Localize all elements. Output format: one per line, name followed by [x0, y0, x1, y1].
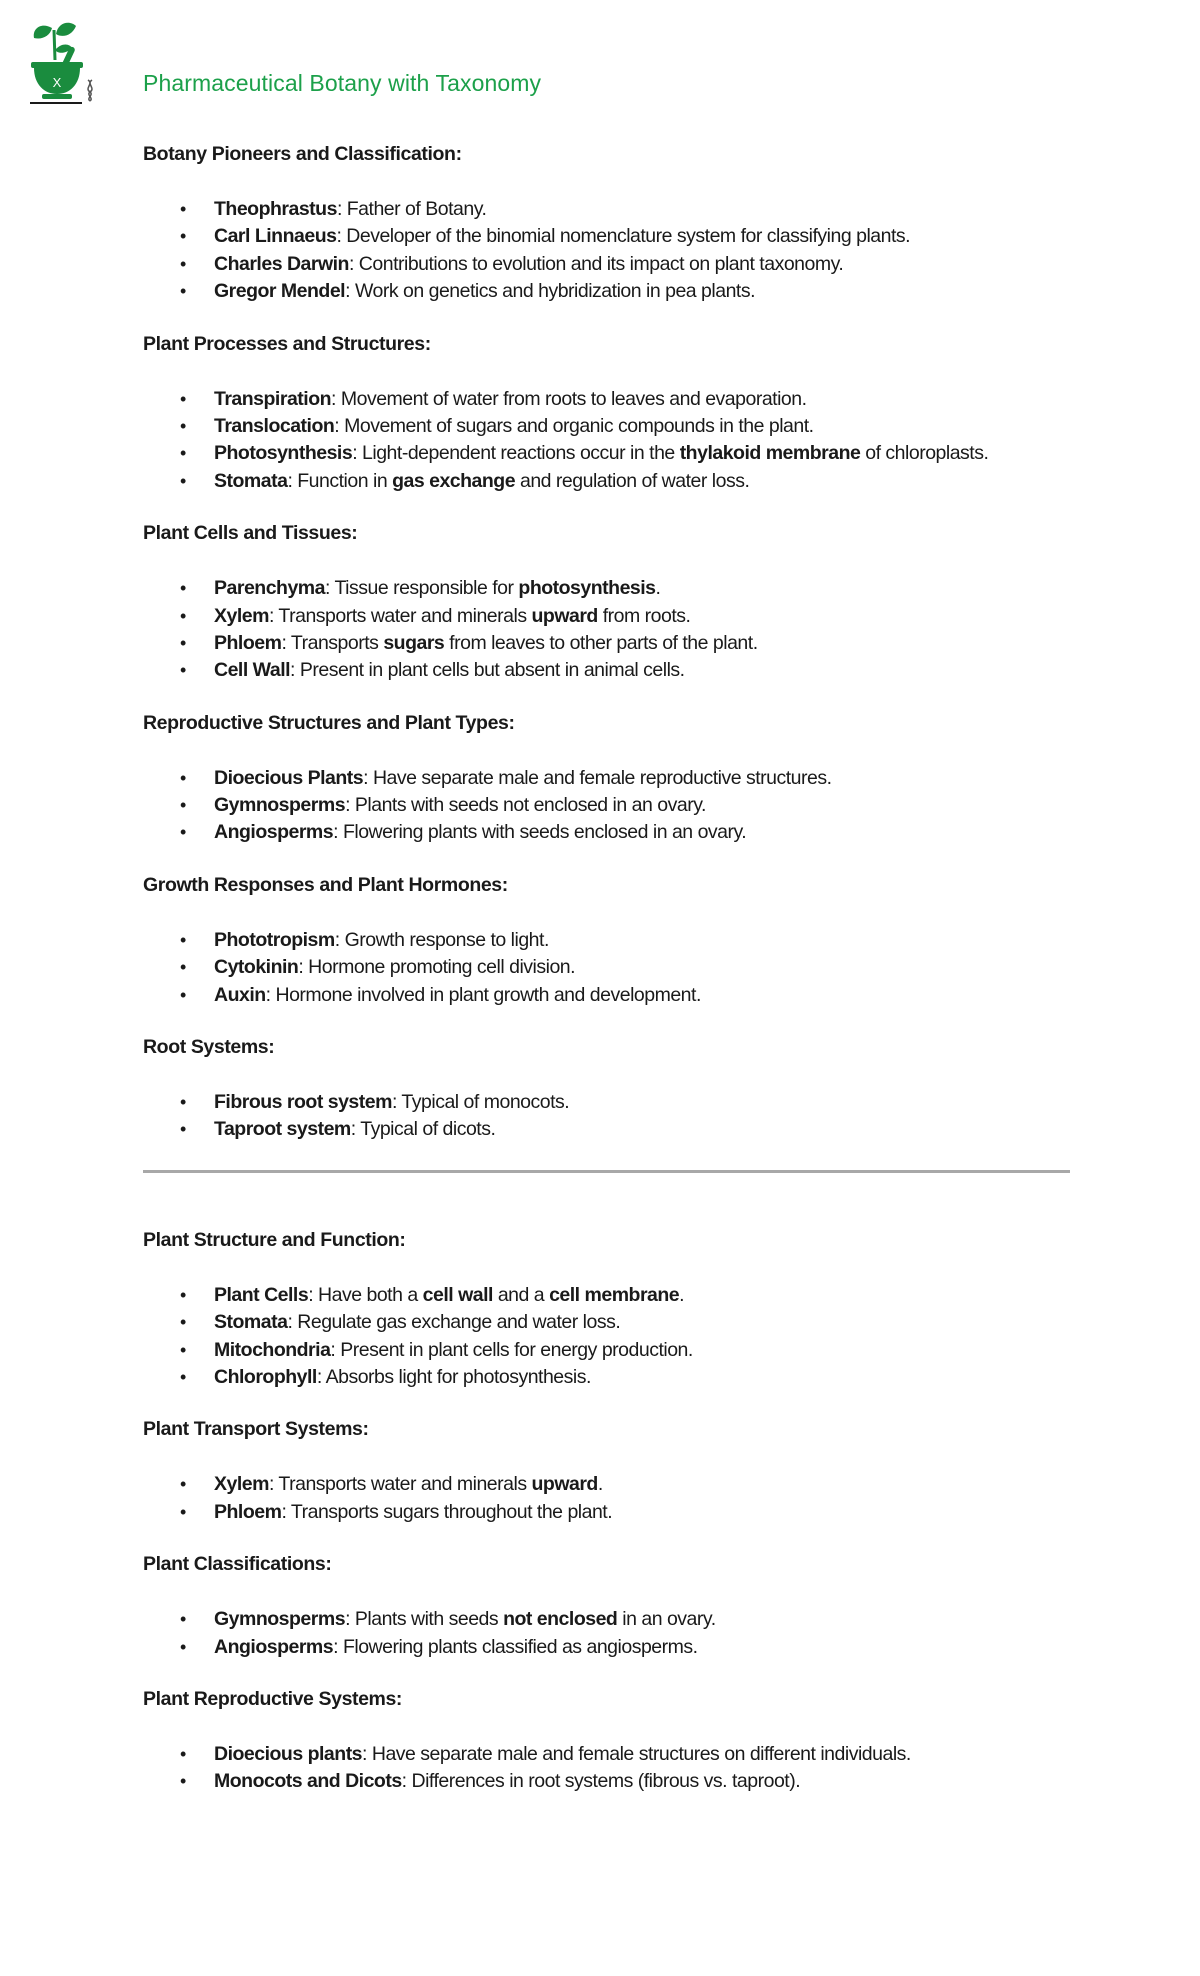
list-item: [143, 657, 1083, 684]
bold-term: upward: [531, 604, 598, 627]
item-text: in an ovary.: [617, 1608, 716, 1631]
list-item: [143, 1741, 1083, 1768]
bold-term: Cytokinin: [214, 956, 299, 979]
bold-term: Chlorophyll: [214, 1365, 317, 1388]
bold-term: Translocation: [214, 414, 335, 437]
item-text: : Present in plant cells for energy production.: [330, 1338, 693, 1361]
item-text: : Present in plant cells but absent in animal cells.: [290, 659, 685, 682]
bullet-icon: •: [180, 281, 186, 302]
bullet-icon: •: [180, 1474, 186, 1495]
bold-term: Dioecious Plants: [214, 766, 364, 789]
bold-term: Xylem: [214, 604, 269, 627]
bullet-icon: •: [180, 1339, 186, 1360]
logo-letter: X: [52, 75, 62, 90]
list-item: [143, 278, 1083, 305]
section-reproductive-structures-and-plant-types: [143, 711, 1083, 847]
item-text: : Transports water and minerals: [268, 1473, 532, 1496]
bullet-icon: •: [180, 929, 186, 950]
bold-term: Angiosperms: [214, 1635, 334, 1658]
item-text: : Function in: [287, 469, 393, 492]
bold-term: gas exchange: [392, 469, 516, 492]
bullet-icon: •: [180, 470, 186, 491]
bold-term: Phloem: [214, 631, 282, 654]
mortar-pestle-plant-logo-icon: [28, 20, 98, 106]
section-plant-transport-systems: [143, 1417, 1083, 1526]
bold-term: not enclosed: [503, 1608, 618, 1631]
bullet-icon: •: [180, 1771, 186, 1792]
bullet-icon: •: [180, 957, 186, 978]
item-text: : Hormone involved in plant growth and development.: [265, 983, 701, 1006]
bold-term: Plant Cells: [214, 1283, 309, 1306]
bullet-list: [143, 1741, 1083, 1796]
section-heading: Plant Classifications:: [143, 1553, 332, 1576]
list-item: [143, 440, 1083, 467]
bold-term: Charles Darwin: [214, 252, 349, 275]
bold-term: Carl Linnaeus: [214, 225, 337, 248]
bold-term: Gymnosperms: [214, 794, 346, 817]
item-text: : Tissue responsible for: [324, 577, 519, 600]
list-item: [143, 1337, 1083, 1364]
section-plant-cells-and-tissues: [143, 521, 1083, 685]
item-text: : Differences in root systems (fibrous vs. taproot).: [401, 1770, 801, 1793]
bullet-icon: •: [180, 1636, 186, 1657]
bullet-icon: •: [180, 660, 186, 681]
bullet-icon: •: [180, 984, 186, 1005]
item-text: : Typical of monocots.: [391, 1091, 570, 1114]
bold-term: Photosynthesis: [214, 442, 353, 465]
item-text: from leaves to other parts of the plant.: [444, 631, 758, 654]
bullet-icon: •: [180, 1284, 186, 1305]
item-text: : Have separate male and female reproductive structures.: [363, 766, 832, 789]
item-text: : Plants with seeds: [345, 1608, 504, 1631]
list-item: [143, 765, 1083, 792]
bold-term: Stomata: [214, 1311, 288, 1334]
list-item: [143, 1309, 1083, 1336]
item-text: and regulation of water loss.: [515, 469, 750, 492]
bold-term: Dioecious plants: [214, 1742, 363, 1765]
bullet-icon: •: [180, 443, 186, 464]
bold-term: Stomata: [214, 469, 288, 492]
item-text: : Father of Botany.: [336, 198, 487, 220]
bullet-icon: •: [180, 1609, 186, 1630]
list-item: [143, 223, 1083, 250]
bold-term: cell wall: [422, 1283, 493, 1306]
bullet-list: [143, 1471, 1083, 1526]
section-heading: Plant Transport Systems:: [143, 1418, 369, 1441]
item-text: from roots.: [597, 604, 691, 627]
bullet-icon: •: [180, 578, 186, 599]
list-item: [143, 468, 1083, 495]
section-plant-processes-and-structures: [143, 332, 1083, 496]
bold-term: sugars: [383, 631, 445, 654]
list-item: [143, 1634, 1083, 1661]
logo: [28, 20, 98, 106]
bold-term: Xylem: [214, 1473, 269, 1496]
list-item: [143, 1768, 1083, 1795]
bullet-icon: •: [180, 388, 186, 409]
item-text: of chloroplasts.: [860, 442, 989, 465]
bullet-icon: •: [180, 199, 186, 219]
bold-term: Gymnosperms: [214, 1608, 346, 1631]
bullet-icon: •: [180, 226, 186, 247]
section-heading: Plant Cells and Tissues:: [143, 522, 358, 545]
list-item: [143, 1499, 1083, 1526]
section-plant-reproductive-systems: [143, 1687, 1083, 1796]
item-text: : Have both a: [308, 1283, 423, 1306]
bold-term: cell membrane: [549, 1283, 680, 1306]
section-plant-classifications: [143, 1552, 1083, 1661]
bold-term: Monocots and Dicots: [214, 1770, 402, 1793]
section-heading: Plant Reproductive Systems:: [143, 1687, 403, 1710]
item-text: : Have separate male and female structures on different individuals.: [362, 1742, 911, 1765]
bold-term: Phloem: [214, 1500, 282, 1523]
item-text: : Work on genetics and hybridization in pea plants.: [345, 280, 756, 303]
bullet-icon: •: [180, 253, 186, 274]
section-heading: Plant Structure and Function:: [143, 1228, 406, 1251]
item-text: .: [597, 1473, 603, 1496]
item-text: : Typical of dicots.: [350, 1118, 496, 1141]
bullet-icon: •: [180, 1092, 186, 1113]
bullet-icon: •: [180, 1743, 186, 1764]
bullet-icon: •: [180, 1501, 186, 1522]
item-text: : Contributions to evolution and its impact on plant taxonomy.: [348, 252, 844, 275]
list-item: [143, 413, 1083, 440]
list-item: [143, 1282, 1083, 1309]
item-text: : Plants with seeds not enclosed in an ovary.: [345, 794, 706, 817]
bold-term: Theophrastus: [214, 198, 337, 220]
list-item: [143, 1089, 1083, 1116]
bold-term: Mitochondria: [214, 1338, 331, 1361]
list-item: [143, 196, 1083, 223]
section-growth-responses-and-plant-hormones: [143, 873, 1083, 1009]
bullet-list: [143, 386, 1083, 496]
bold-term: Phototropism: [214, 928, 335, 951]
bullet-icon: •: [180, 605, 186, 626]
item-text: : Flowering plants classified as angiosperms.: [333, 1635, 698, 1658]
list-item: [143, 1364, 1083, 1391]
bullet-icon: •: [180, 1119, 186, 1140]
item-text: .: [679, 1283, 685, 1306]
bullet-icon: •: [180, 1366, 186, 1387]
bullet-list: [143, 575, 1083, 685]
bold-term: Auxin: [214, 983, 266, 1006]
section-heading: Growth Responses and Plant Hormones:: [143, 873, 508, 896]
section-heading: Root Systems:: [143, 1036, 275, 1059]
notes-part-2: [143, 1228, 1083, 1796]
item-text: : Light-dependent reactions occur in the: [352, 442, 680, 465]
bold-term: Parenchyma: [214, 577, 325, 600]
bullet-icon: •: [180, 1312, 186, 1333]
item-text: : Growth response to light.: [334, 928, 549, 951]
section-heading: Botany Pioneers and Classification:: [143, 143, 462, 165]
bold-term: photosynthesis: [518, 577, 656, 600]
section-heading: Plant Processes and Structures:: [143, 332, 431, 355]
item-text: : Absorbs light for photosynthesis.: [316, 1365, 591, 1388]
item-text: : Movement of sugars and organic compounds in the plant.: [334, 414, 814, 437]
list-item: [143, 819, 1083, 846]
bullet-list: [143, 196, 1083, 306]
bullet-icon: •: [180, 415, 186, 436]
bold-term: Angiosperms: [214, 821, 334, 844]
bullet-list: [143, 1089, 1083, 1144]
list-item: [143, 1116, 1083, 1143]
section-heading: Reproductive Structures and Plant Types:: [143, 711, 515, 734]
bold-term: thylakoid membrane: [679, 442, 861, 465]
bullet-list: [143, 765, 1083, 847]
section-root-systems: [143, 1035, 1083, 1144]
item-text: : Transports: [281, 631, 384, 654]
bullet-list: [143, 927, 1083, 1009]
bold-term: Gregor Mendel: [214, 280, 346, 303]
bold-term: Cell Wall: [214, 659, 291, 682]
list-item: [143, 1606, 1083, 1633]
item-text: .: [655, 577, 661, 600]
list-item: [143, 1471, 1083, 1498]
list-item: [143, 954, 1083, 981]
list-item: [143, 982, 1083, 1009]
bullet-icon: •: [180, 795, 186, 816]
document-title: Pharmaceutical Botany with Taxonomy: [143, 70, 542, 96]
item-text: : Flowering plants with seeds enclosed in an ovary.: [333, 821, 747, 844]
list-item: [143, 251, 1083, 278]
list-item: [143, 603, 1083, 630]
bold-term: Taproot system: [214, 1118, 351, 1141]
list-item: [143, 927, 1083, 954]
list-item: [143, 792, 1083, 819]
notes-part-1: [143, 142, 1083, 1144]
bullet-list: [143, 1282, 1083, 1392]
bold-term: Fibrous root system: [214, 1091, 392, 1114]
item-text: : Movement of water from roots to leaves and evaporation.: [331, 387, 807, 410]
item-text: and a: [492, 1283, 550, 1306]
list-item: [143, 630, 1083, 657]
bullet-icon: •: [180, 632, 186, 653]
item-text: : Developer of the binomial nomenclature system for classifying plants.: [336, 225, 911, 248]
section-plant-structure-and-function: [143, 1228, 1083, 1392]
item-text: : Transports sugars throughout the plant.: [281, 1500, 613, 1523]
bullet-icon: •: [180, 822, 186, 843]
item-text: : Hormone promoting cell division.: [298, 956, 576, 979]
bullet-list: [143, 1606, 1083, 1661]
bold-term: Transpiration: [214, 387, 332, 410]
item-text: : Regulate gas exchange and water loss.: [287, 1311, 621, 1334]
section-botany-pioneers-and-classification: [143, 142, 1083, 306]
list-item: [143, 575, 1083, 602]
bullet-icon: •: [180, 767, 186, 788]
list-item: [143, 386, 1083, 413]
document-body: [143, 142, 1083, 1822]
horizontal-divider: [143, 1170, 1070, 1173]
bold-term: upward: [531, 1473, 598, 1496]
item-text: : Transports water and minerals: [268, 604, 532, 627]
